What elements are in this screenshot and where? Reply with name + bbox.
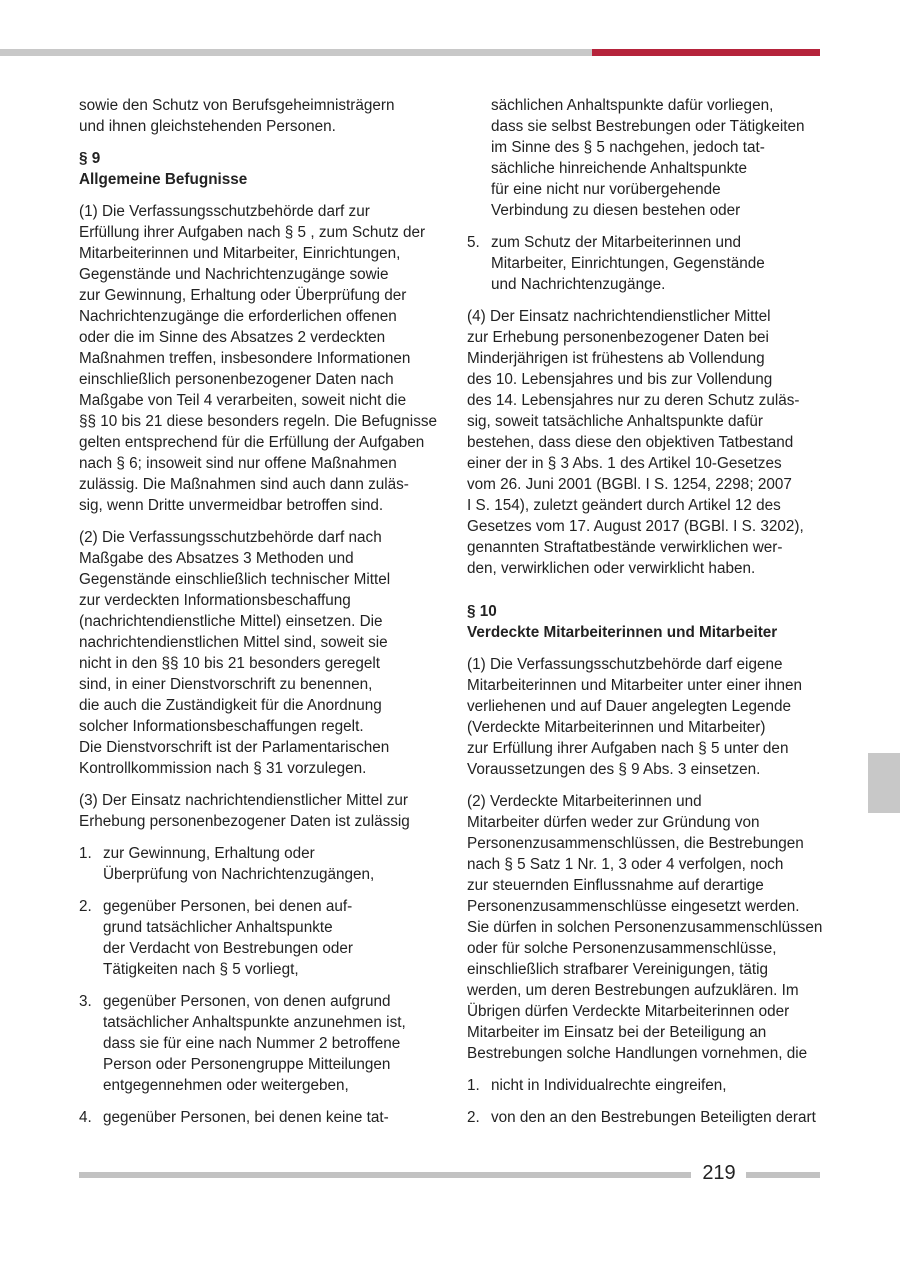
list-item-4-continued <box>467 95 827 221</box>
text-line: Voraussetzungen des § 9 Abs. 3 einsetzen. <box>467 761 761 778</box>
section-10-paragraph-2 <box>467 791 827 1064</box>
text-line: zur verdeckten Informationsbeschaffung <box>79 592 351 609</box>
section-10-paragraph-1 <box>467 654 827 780</box>
text-line: den, verwirklichen oder verwirklicht haben. <box>467 560 756 577</box>
list-item-text <box>491 232 827 295</box>
section-10-number: § 10 <box>467 603 497 620</box>
text-line: (1) Die Verfassungsschutzbehörde darf eigene <box>467 656 783 673</box>
section-9-paragraph-1 <box>79 201 439 516</box>
text-line: entgegennehmen oder weitergeben, <box>103 1077 349 1094</box>
section-9-paragraph-4 <box>467 306 827 579</box>
list-item-number: 1. <box>79 845 92 862</box>
text-line: verliehenen und auf Dauer angelegten Legende <box>467 698 792 715</box>
text-line: und ihnen gleichstehenden Personen. <box>79 118 336 135</box>
text-line: Die Dienstvorschrift ist der Parlamentarischen <box>79 739 390 756</box>
section-9-title: Allgemeine Befugnisse <box>79 171 248 188</box>
section-9-paragraph-2 <box>79 527 439 779</box>
text-line: Mitarbeiter im Einsatz bei der Beteiligung an <box>467 1024 767 1041</box>
text-line: Mitarbeiterinnen und Mitarbeiter, Einrichtungen, <box>79 245 401 262</box>
text-line: nach § 6; insoweit sind nur offene Maßnahmen <box>79 455 397 472</box>
list-item <box>79 843 439 885</box>
text-line: Personenzusammenschlüsse eingesetzt werden. <box>467 898 800 915</box>
text-line: von den an den Bestrebungen Beteiligten derart <box>491 1109 816 1126</box>
text-line: Erhebung personenbezogener Daten ist zulässig <box>79 813 410 830</box>
text-line: (4) Der Einsatz nachrichtendienstlicher Mittel <box>467 308 771 325</box>
list-item-text <box>103 991 439 1096</box>
header-rule-gray <box>0 49 592 56</box>
text-line: Maßgabe des Absatzes 3 Methoden und <box>79 550 354 567</box>
text-line: Mitarbeiter, Einrichtungen, Gegenstände <box>491 255 765 272</box>
text-line: (1) Die Verfassungsschutzbehörde darf zur <box>79 203 370 220</box>
section-9-number: § 9 <box>79 150 101 167</box>
list-item-text <box>103 1107 439 1128</box>
text-line: werden, um deren Bestrebungen aufzuklären. Im <box>467 982 799 999</box>
text-line: zulässig. Die Maßnahmen sind auch dann zuläs- <box>79 476 409 493</box>
left-column <box>79 95 439 1139</box>
text-line: gelten entsprechend für die Erfüllung der Aufgaben <box>79 434 425 451</box>
list-item <box>79 1107 439 1128</box>
text-line: Verbindung zu diesen bestehen oder <box>491 202 741 219</box>
list-item-text <box>491 1107 827 1128</box>
text-line: im Sinne des § 5 nachgehen, jedoch tat- <box>491 139 765 156</box>
text-line: genannten Straftatbestände verwirklichen wer- <box>467 539 783 556</box>
text-line: Mitarbeiter dürfen weder zur Gründung von <box>467 814 760 831</box>
text-line: I S. 154), zuletzt geändert durch Artikel 12 des <box>467 497 781 514</box>
text-line: Minderjährigen ist frühestens ab Vollendung <box>467 350 765 367</box>
text-line: sächlichen Anhaltspunkte dafür vorliegen, <box>491 97 774 114</box>
text-line: dass sie für eine nach Nummer 2 betroffene <box>103 1035 401 1052</box>
footer-rule-right <box>746 1172 820 1178</box>
text-line: zur Erfüllung ihrer Aufgaben nach § 5 unter den <box>467 740 789 757</box>
list-item-number: 3. <box>79 993 92 1010</box>
text-line: Person oder Personengruppe Mitteilungen <box>103 1056 391 1073</box>
intro-paragraph <box>79 95 439 137</box>
text-line: Tätigkeiten nach § 5 vorliegt, <box>103 961 299 978</box>
text-line: Maßgabe von Teil 4 verarbeiten, soweit nicht die <box>79 392 407 409</box>
text-line: des 14. Lebensjahres nur zu deren Schutz zuläs- <box>467 392 800 409</box>
text-line: §§ 10 bis 21 diese besonders regeln. Die Befugnisse <box>79 413 438 430</box>
text-line: sig, wenn Dritte unvermeidbar betroffen sind. <box>79 497 384 514</box>
text-line: vom 26. Juni 2001 (BGBl. I S. 1254, 2298; 2007 <box>467 476 792 493</box>
text-line: grund tatsächlicher Anhaltspunkte <box>103 919 333 936</box>
list-item-text <box>491 1075 827 1096</box>
text-line: Gesetzes vom 17. August 2017 (BGBl. I S. 3202), <box>467 518 804 535</box>
page-number: 219 <box>702 1162 736 1184</box>
text-line: sowie den Schutz von Berufsgeheimnisträgern <box>79 97 395 114</box>
text-line: zum Schutz der Mitarbeiterinnen und <box>491 234 741 251</box>
section-10-heading <box>467 601 827 643</box>
text-line: Sie dürfen in solchen Personenzusammenschlüssen <box>467 919 823 936</box>
text-line: der Verdacht von Bestrebungen oder <box>103 940 354 957</box>
text-line: sind, in einer Dienstvorschrift zu benennen, <box>79 676 373 693</box>
footer-rule-left <box>79 1172 691 1178</box>
text-line: sig, soweit tatsächliche Anhaltspunkte dafür <box>467 413 763 430</box>
text-line: einschließlich personenbezogener Daten nach <box>79 371 394 388</box>
text-line: sächliche hinreichende Anhaltspunkte <box>491 160 747 177</box>
text-line: nachrichtendienstlichen Mittel sind, soweit sie <box>79 634 388 651</box>
text-line: und Nachrichtenzugänge. <box>491 276 666 293</box>
text-line: oder die im Sinne des Absatzes 2 verdeckten <box>79 329 386 346</box>
text-line: Maßnahmen treffen, insbesondere Informationen <box>79 350 411 367</box>
list-item <box>79 896 439 980</box>
list-item-number: 4. <box>79 1109 92 1126</box>
text-line: (nachrichtendienstliche Mittel) einsetzen. Die <box>79 613 383 630</box>
text-line: Nachrichtenzugänge die erforderlichen offenen <box>79 308 397 325</box>
list-item-number: 5. <box>467 234 480 251</box>
text-line: Übrigen dürfen Verdeckte Mitarbeiterinnen oder <box>467 1003 790 1020</box>
list-item <box>467 1075 827 1096</box>
list-item-text <box>103 896 439 980</box>
text-line: einschließlich strafbarer Vereinigungen, tätig <box>467 961 769 978</box>
text-line: dass sie selbst Bestrebungen oder Tätigkeiten <box>491 118 805 135</box>
list-item-number: 2. <box>467 1109 480 1126</box>
list-item <box>79 991 439 1096</box>
text-line: zur Gewinnung, Erhaltung oder Überprüfung der <box>79 287 407 304</box>
section-10-title: Verdeckte Mitarbeiterinnen und Mitarbeiter <box>467 624 778 641</box>
text-line: nicht in Individualrechte eingreifen, <box>491 1077 727 1094</box>
text-line: zur steuernden Einflussnahme auf derartige <box>467 877 764 894</box>
section-9-heading <box>79 148 439 190</box>
text-line: die auch die Zuständigkeit für die Anordnung <box>79 697 382 714</box>
text-line: des 10. Lebensjahres und bis zur Vollendung <box>467 371 773 388</box>
text-line: Gegenstände und Nachrichtenzugänge sowie <box>79 266 389 283</box>
text-line: (2) Verdeckte Mitarbeiterinnen und <box>467 793 702 810</box>
side-thumb-tab <box>868 753 900 813</box>
text-line: zur Erhebung personenbezogener Daten bei <box>467 329 769 346</box>
text-line: Mitarbeiterinnen und Mitarbeiter unter einer ihnen <box>467 677 803 694</box>
text-line: (2) Die Verfassungsschutzbehörde darf nach <box>79 529 382 546</box>
text-line: gegenüber Personen, bei denen auf- <box>103 898 353 915</box>
text-line: Kontrollkommission nach § 31 vorzulegen. <box>79 760 367 777</box>
text-line: solcher Informationsbeschaffungen regelt. <box>79 718 364 735</box>
text-line: Bestrebungen solche Handlungen vornehmen, die <box>467 1045 808 1062</box>
text-line: Erfüllung ihrer Aufgaben nach § 5 , zum Schutz der <box>79 224 426 241</box>
text-line: Personenzusammenschlüssen, die Bestrebungen <box>467 835 804 852</box>
list-item-text <box>103 843 439 885</box>
list-item <box>467 232 827 295</box>
list-item <box>467 1107 827 1128</box>
text-line: tatsächlicher Anhaltspunkte anzunehmen ist, <box>103 1014 406 1031</box>
text-line: gegenüber Personen, bei denen keine tat- <box>103 1109 389 1126</box>
list-item-number: 1. <box>467 1077 480 1094</box>
text-line: nach § 5 Satz 1 Nr. 1, 3 oder 4 verfolgen, noch <box>467 856 784 873</box>
text-line: Überprüfung von Nachrichtenzugängen, <box>103 866 375 883</box>
header-rule-red <box>592 49 820 56</box>
text-line: (3) Der Einsatz nachrichtendienstlicher Mittel zur <box>79 792 409 809</box>
list-item-number: 2. <box>79 898 92 915</box>
text-line: (Verdeckte Mitarbeiterinnen und Mitarbeiter) <box>467 719 766 736</box>
right-column <box>467 95 827 1139</box>
text-line: gegenüber Personen, von denen aufgrund <box>103 993 391 1010</box>
text-line: oder für solche Personenzusammenschlüsse, <box>467 940 777 957</box>
text-line: nicht in den §§ 10 bis 21 besonders geregelt <box>79 655 381 672</box>
text-line: Gegenstände einschließlich technischer Mittel <box>79 571 391 588</box>
section-9-paragraph-3 <box>79 790 439 832</box>
text-line: für eine nicht nur vorübergehende <box>491 181 721 198</box>
text-line: bestehen, dass diese den objektiven Tatbestand <box>467 434 794 451</box>
text-line: einer der in § 3 Abs. 1 des Artikel 10-Gesetzes <box>467 455 782 472</box>
text-line: zur Gewinnung, Erhaltung oder <box>103 845 315 862</box>
